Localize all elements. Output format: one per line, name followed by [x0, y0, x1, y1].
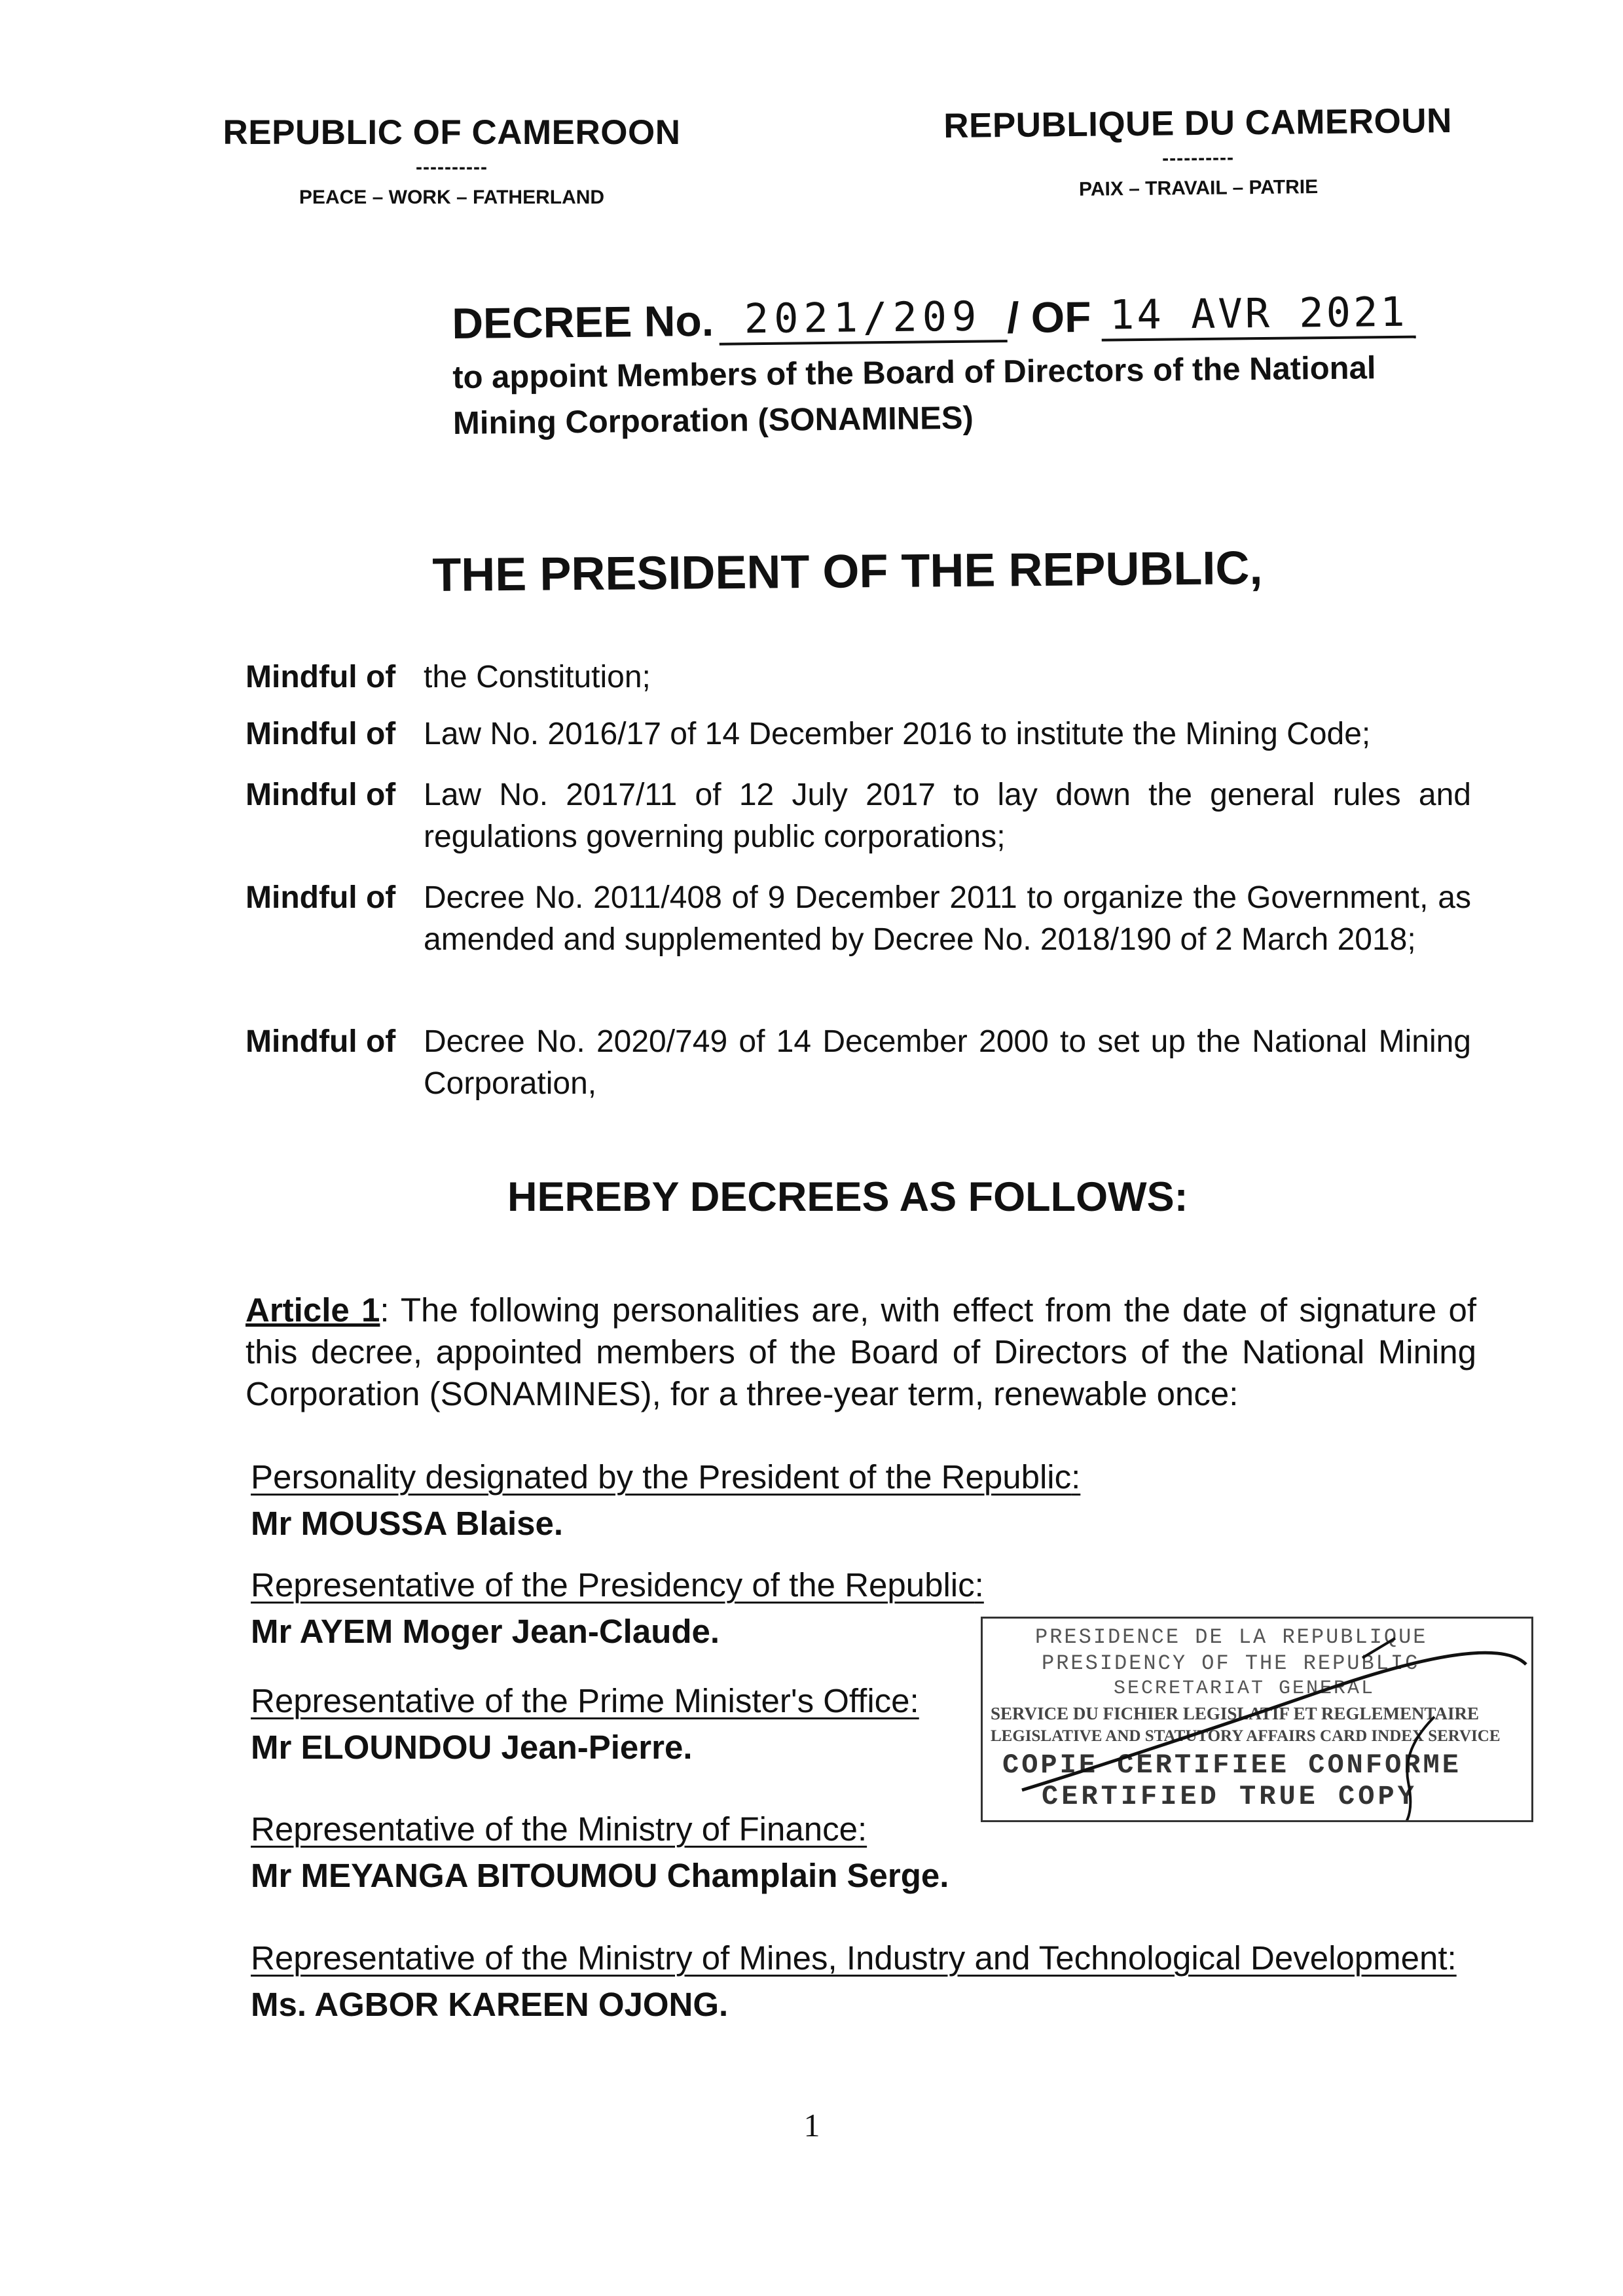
mindful-row: [246, 877, 1476, 961]
member-role: Representative of the Ministry of Finance:: [251, 1810, 867, 1848]
stamp-line: SECRETARIAT GENERAL: [1114, 1677, 1376, 1700]
certified-copy-stamp: [981, 1617, 1533, 1822]
member-role: Representative of the Ministry of Mines, Industry and Technological Development:: [251, 1939, 1457, 1977]
page-number: 1: [803, 2107, 820, 2144]
article-1: [246, 1289, 1476, 1415]
member-name: Mr MEYANGA BITOUMOU Champlain Serge.: [251, 1857, 949, 1894]
mindful-text: Law No. 2016/17 of 14 December 2016 to institute the Mining Code;: [424, 717, 1371, 751]
board-member: [251, 1937, 1482, 2028]
mindful-label: Mindful of: [246, 778, 396, 812]
stamp-line: LEGISLATIVE AND STATUTORY AFFAIRS CARD INDEX SERVICE: [991, 1727, 1501, 1745]
board-member: [251, 1456, 1482, 1547]
stamp-line: SERVICE DU FICHIER LEGISLATIF ET REGLEMENTAIRE: [991, 1704, 1479, 1723]
mindful-label: Mindful of: [246, 1024, 396, 1059]
decree-number-handwritten: 2021/209: [719, 292, 1008, 346]
member-name: Mr ELOUNDOU Jean-Pierre.: [251, 1729, 693, 1766]
signature-mark-icon: [983, 1619, 1531, 1820]
decrees-heading: HEREBY DECREES AS FOLLOWS:: [507, 1174, 1188, 1220]
stamp-line: PRESIDENCY OF THE REPUBLIC: [1042, 1651, 1420, 1676]
header-right: [936, 101, 1460, 202]
page-heading: THE PRESIDENT OF THE REPUBLIC,: [432, 541, 1263, 601]
member-role: Personality designated by the President of the Republic:: [251, 1458, 1081, 1496]
header-divider: ----------: [416, 156, 488, 178]
mindful-text: Decree No. 2011/408 of 9 December 2011 to organize the Government, as amended and supplemented by Decree No. 2018/190 of 2 March 2018;: [424, 880, 1471, 957]
member-role: Representative of the Presidency of the Republic:: [251, 1566, 984, 1604]
decree-title-block: [452, 287, 1474, 446]
mindful-label: Mindful of: [246, 880, 396, 915]
member-name: Mr AYEM Moger Jean-Claude.: [251, 1613, 720, 1650]
decree-label: DECREE No.: [452, 296, 714, 348]
member-name: Mr MOUSSA Blaise.: [251, 1505, 564, 1542]
motto-en: PEACE – WORK – FATHERLAND: [299, 187, 605, 208]
decree-number-line: [452, 287, 1474, 348]
decree-of-label: / OF: [1006, 292, 1091, 342]
member-role: Representative of the Prime Minister's Office:: [251, 1682, 919, 1719]
header-left: [216, 113, 687, 209]
mindful-text: Decree No. 2020/749 of 14 December 2000 to set up the National Mining Corporation,: [424, 1024, 1471, 1101]
stamp-text-block: [983, 1619, 1531, 1820]
article-text: : The following personalities are, with effect from the date of signature of this decree, appointed members of the Board of Directors of the National Mining Corporation (SONAMINES), for a three-year term, renewable once:: [246, 1291, 1476, 1412]
country-name-en: REPUBLIC OF CAMEROON: [223, 113, 681, 152]
header-divider: ----------: [1161, 147, 1235, 170]
mindful-label: Mindful of: [246, 717, 396, 751]
decree-subject: to appoint Members of the Board of Directors of the National Mining Corporation (SONAMINES): [452, 350, 1376, 441]
country-name-fr: REPUBLIQUE DU CAMEROUN: [943, 101, 1453, 146]
mindful-text: Law No. 2017/11 of 12 July 2017 to lay down the general rules and regulations governing public corporations;: [424, 778, 1471, 854]
mindful-row: [246, 774, 1476, 858]
mindful-row: [246, 656, 1476, 698]
member-name: Ms. AGBOR KAREEN OJONG.: [251, 1986, 729, 2023]
stamp-line: PRESIDENCE DE LA REPUBLIQUE: [1035, 1625, 1428, 1649]
article-heading: Article 1: [246, 1291, 380, 1329]
mindful-row: [246, 713, 1476, 755]
stamp-line: COPIE CERTIFIEE CONFORME: [1002, 1749, 1461, 1781]
mindful-text: the Constitution;: [424, 660, 651, 694]
mindful-row: [246, 1021, 1476, 1105]
stamp-line: CERTIFIED TRUE COPY: [1042, 1781, 1417, 1812]
mindful-label: Mindful of: [246, 660, 396, 694]
motto-fr: PAIX – TRAVAIL – PATRIE: [1078, 176, 1319, 200]
decree-date-stamped: 14 AVR 2021: [1101, 288, 1416, 342]
